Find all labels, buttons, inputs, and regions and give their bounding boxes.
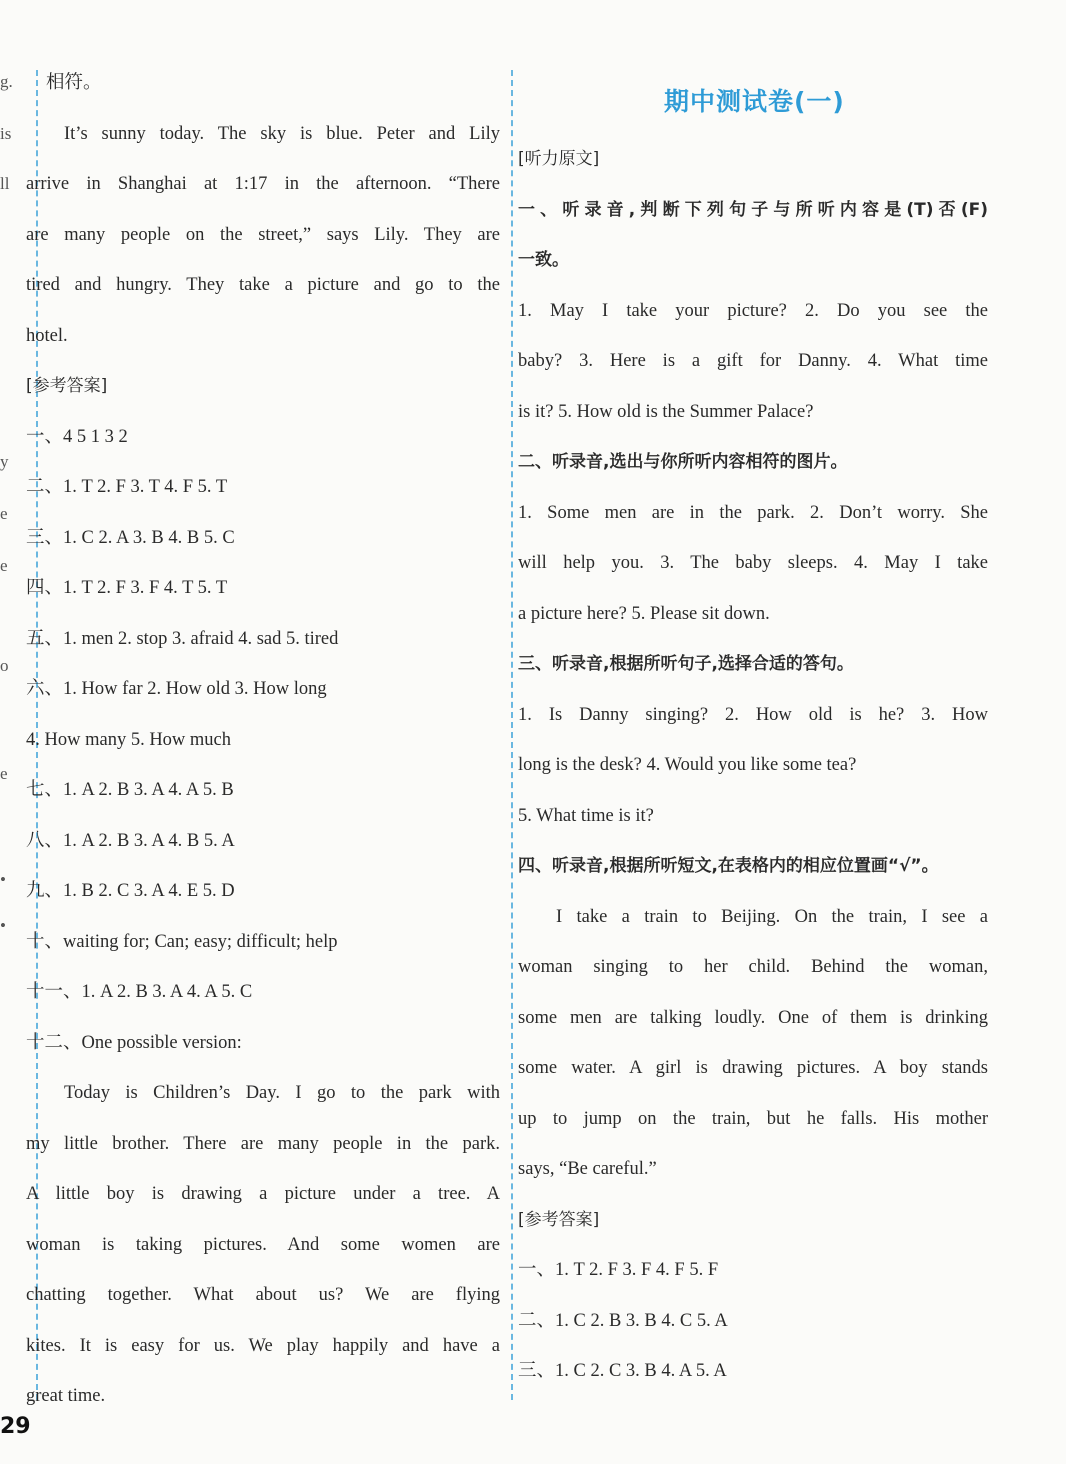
text-line: hotel. [26,325,68,346]
text-line: [听力原文] [518,149,600,169]
text-line: 一致。 [518,250,569,270]
text-line: is it? 5. How old is the Summer Palace? [518,401,814,422]
text-line: 四、1. T 2. F 3. F 4. T 5. T [26,578,228,598]
text-line: woman singing to her child. Behind the woman, [518,957,988,977]
edge-fragment: y [0,452,9,471]
text-line: 十、waiting for; Can; easy; difficult; help [26,931,338,952]
text-line: woman is taking pictures. And some women are [26,1234,500,1255]
text-line: tired and hungry. They take a picture and go to the [26,275,500,295]
text-line: some water. A girl is drawing pictures. A boy stands [518,1058,988,1078]
text-line: 1. Some men are in the park. 2. Don’t worry. She [518,502,988,523]
text-line: 一、1. T 2. F 3. F 4. F 5. F [518,1260,719,1280]
text-line: 十二、One possible version: [26,1032,242,1053]
text-line: It’s sunny today. The sky is blue. Peter and Lily [64,123,500,144]
column-separator-middle [511,70,513,1400]
text-line: 1. Is Danny singing? 2. How old is he? 3. How [518,704,988,725]
text-line: 七、1. A 2. B 3. A 4. A 5. B [26,780,234,800]
text-line: chatting together. What about us? We are flying [26,1285,500,1305]
edge-fragment: e [0,504,8,523]
text-line: [参考答案] [518,1209,600,1230]
text-line: 二、1. T 2. F 3. T 4. F 5. T [26,477,228,497]
text-line: 4. How many 5. How much [26,729,232,750]
text-line: 一、4 5 1 3 2 [26,426,128,447]
text-line: 三、1. C 2. C 3. B 4. A 5. A [518,1361,727,1381]
text-line: 十一、1. A 2. B 3. A 4. A 5. C [26,982,253,1002]
text-line: 六、1. How far 2. How old 3. How long [26,679,327,699]
text-line: [参考答案] [26,376,108,396]
text-line: some men are talking loudly. One of them is drinking [518,1007,988,1028]
text-line: 五、1. men 2. stop 3. afraid 4. sad 5. tired [26,628,339,649]
page-number: 29 [0,1414,31,1439]
text-line: 1. May I take your picture? 2. Do you see the [518,300,988,321]
left-column [26,58,500,1422]
text-line: long is the desk? 4. Would you like some tea? [518,755,857,775]
text-line: Today is Children’s Day. I go to the park with [64,1083,500,1103]
edge-fragment: o [0,656,9,675]
text-line: will help you. 3. The baby sleeps. 4. May I take [518,553,988,573]
text-line: a picture here? 5. Please sit down. [518,603,770,624]
text-line: 四、听录音,根据所听短文,在表格内的相应位置画“√”。 [518,856,939,876]
text-line: 相符。 [46,73,102,93]
text-line: great time. [26,1386,106,1406]
edge-fragment: g. [0,72,13,91]
text-line: says, “Be careful.” [518,1159,657,1179]
text-line: arrive in Shanghai at 1:17 in the afternoon. “There [26,174,500,194]
edge-fragment: e [0,764,8,783]
edge-fragment: ll [0,174,10,193]
text-line: 二、听录音,选出与你所听内容相符的图片。 [518,452,848,472]
text-line: my little brother. There are many people in the park. [26,1133,500,1154]
edge-fragment: • [0,870,6,889]
right-column [518,134,988,1397]
exam-title: 期中测试卷(一) [664,87,845,116]
text-line: are many people on the street,” says Lily. They are [26,224,500,245]
text-line: 二、1. C 2. B 3. B 4. C 5. A [518,1310,728,1331]
text-line: up to jump on the train, but he falls. His mother [518,1108,988,1129]
edge-fragment: e [0,556,8,575]
text-line: 三、听录音,根据所听句子,选择合适的答句。 [518,654,854,674]
text-line: kites. It is easy for us. We play happily and have a [26,1335,500,1356]
text-line: 5. What time is it? [518,805,654,826]
text-line: I take a train to Beijing. On the train, I see a [556,906,988,927]
text-line: 三、1. C 2. A 3. B 4. B 5. C [26,527,235,548]
text-line: 八、1. A 2. B 3. A 4. B 5. A [26,830,235,851]
text-line: 一、听录音,判断下列句子与所听内容是(T)否(F) [518,199,988,220]
text-line: A little boy is drawing a picture under a tree. A [26,1184,500,1204]
edge-fragment: is [0,124,12,143]
text-line: baby? 3. Here is a gift for Danny. 4. What time [518,351,988,371]
text-line: 九、1. B 2. C 3. A 4. E 5. D [26,881,235,901]
edge-fragment: • [0,916,6,935]
